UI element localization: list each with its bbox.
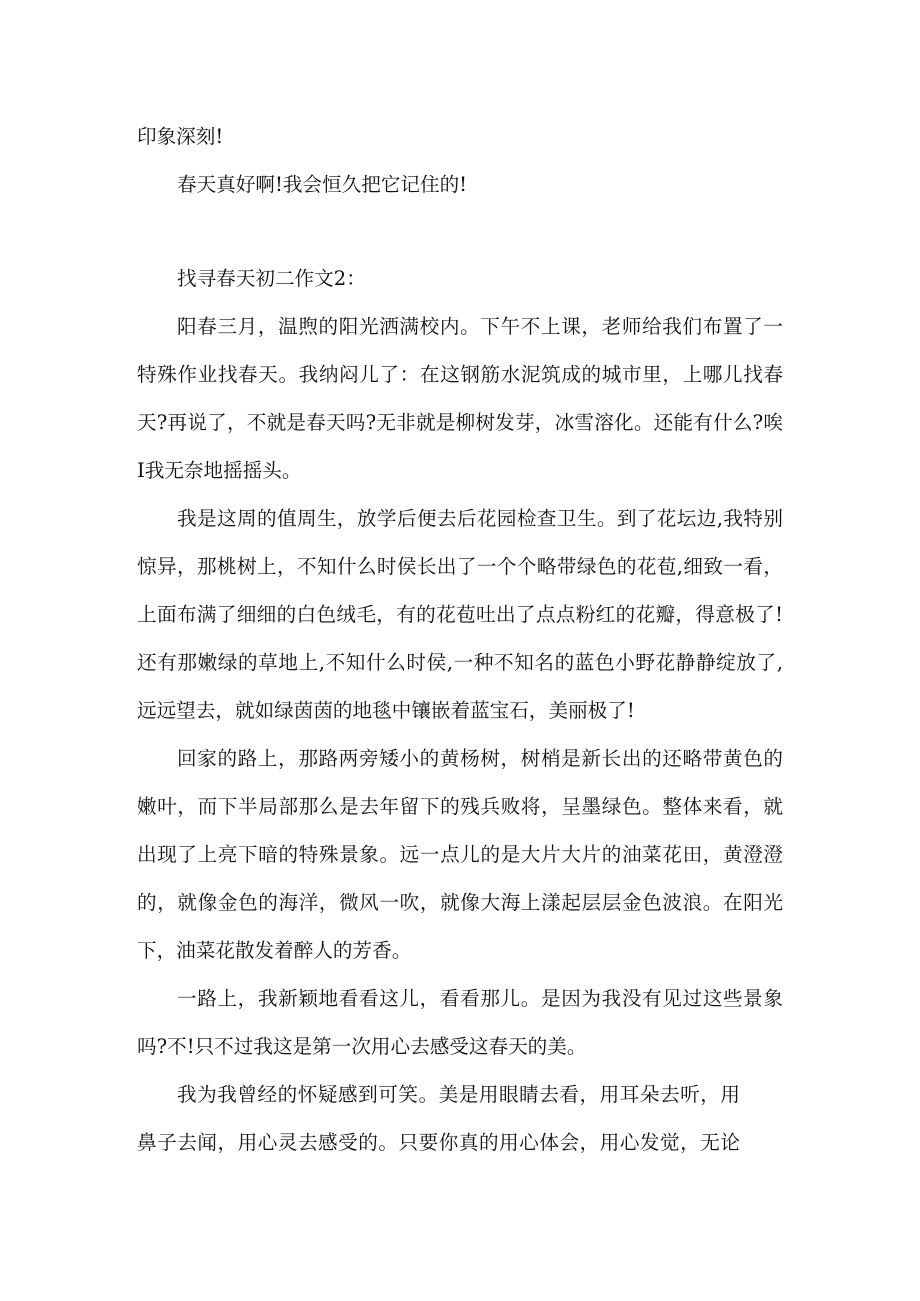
- text-line: 我为我曾经的怀疑感到可笑。美是用眼睛去看，用耳朵去听，用: [177, 1083, 740, 1106]
- text-line: 印象深刻!: [137, 125, 224, 148]
- text-line: 回家的路上，那路两旁矮小的黄杨树，树梢是新长出的还略带黄色的: [177, 747, 783, 770]
- text-line: 特殊作业找春天。我纳闷儿了：在这钢筋水泥筑成的城市里，上哪儿找春: [137, 363, 783, 386]
- text-line: 吗?不!只不过我这是第一次用心去感受这春天的美。: [137, 1035, 587, 1058]
- text-line: 出现了上亮下暗的特殊景象。远一点儿的是大片大片的油菜花田，黄澄澄: [137, 843, 783, 866]
- text-line: 阳春三月，温煦的阳光洒满校内。下午不上课，老师给我们布置了一: [177, 315, 783, 338]
- paragraph: [137, 113, 783, 161]
- text-line: 鼻子去闻，用心灵去感受的。只要你真的用心体会，用心发觉，无论: [137, 1131, 740, 1154]
- text-line: 惊异，那桃树上，不知什么时侯长出了一个个略带绿色的花苞,细致一看，: [137, 555, 783, 578]
- text-line: 春天真好啊!我会恒久把它记住的!: [177, 173, 468, 196]
- text-line: 上面布满了细细的白色绒毛，有的花苞吐出了点点粉红的花瓣，得意极了!: [137, 603, 783, 626]
- paragraph: [137, 303, 783, 495]
- paragraph: [137, 975, 783, 1071]
- text-line: 天?再说了，不就是春天吗?无非就是柳树发芽，冰雪溶化。还能有什么?唉: [137, 411, 783, 434]
- text-line: 我是这周的值周生，放学后便去后花园检查卫生。到了花坛边,我特别: [177, 507, 783, 530]
- text-line: I我无奈地摇摇头。: [137, 459, 302, 482]
- text-line: 下，油菜花散发着醉人的芳香。: [137, 939, 412, 962]
- paragraph: [137, 161, 783, 209]
- title-line: 找寻春天初二作文2：: [177, 267, 366, 290]
- text-line: 远远望去，就如绿茵茵的地毯中镶嵌着蓝宝石，美丽极了!: [137, 699, 635, 722]
- text-line: 一路上，我新颖地看看这儿，看看那儿。是因为我没有见过这些景象: [177, 987, 783, 1010]
- paragraph: [137, 1071, 783, 1167]
- text-line: 还有那嫩绿的草地上,不知什么时侯,一种不知名的蓝色小野花静静绽放了,: [137, 651, 783, 674]
- essay-body: [137, 113, 783, 1167]
- blank-line: [137, 209, 783, 255]
- text-line: 嫩叶，而下半局部那么是去年留下的残兵败将，呈墨绿色。整体来看，就: [137, 795, 783, 818]
- essay-title: [137, 255, 783, 303]
- text-line: 的，就像金色的海洋，微风一吹，就像大海上漾起层层金色波浪。在阳光: [137, 891, 783, 914]
- paragraph: [137, 735, 783, 975]
- paragraph: [137, 495, 783, 735]
